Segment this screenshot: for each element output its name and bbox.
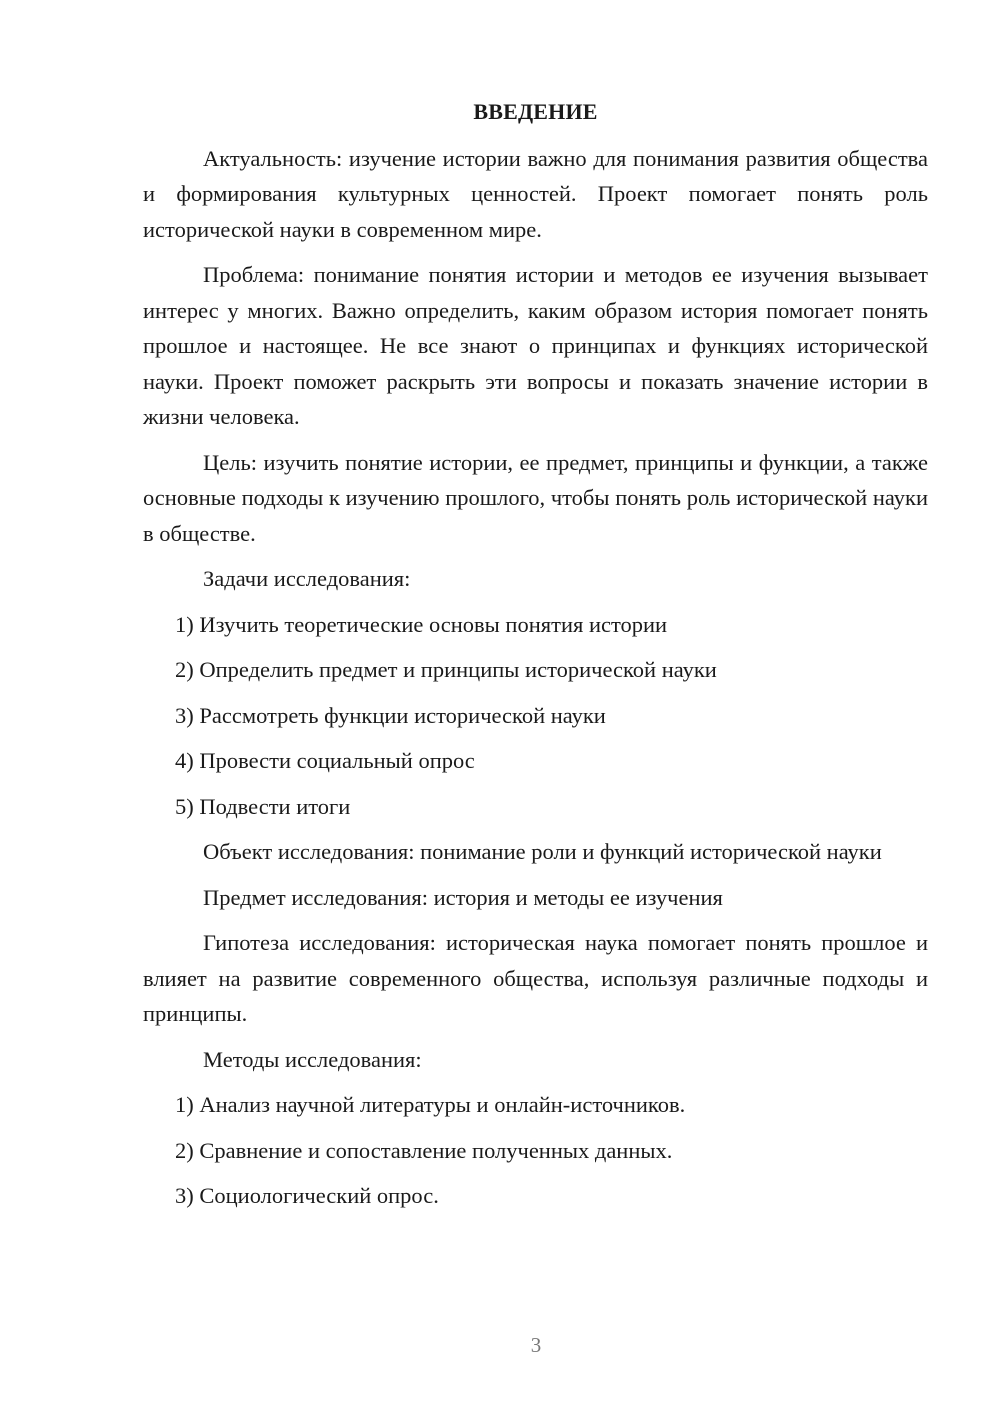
tasks-list — [143, 607, 928, 825]
list-item: 5) Подвести итоги — [175, 793, 351, 819]
list-item: 3) Рассмотреть функции исторической науки — [175, 702, 606, 728]
list-item: 2) Сравнение и сопоставление полученных данных. — [175, 1137, 673, 1163]
list-item: 1) Изучить теоретические основы понятия истории — [175, 611, 668, 637]
list-item: 1) Анализ научной литературы и онлайн-источников. — [175, 1092, 686, 1117]
object-paragraph: Объект исследования: понимание роли и функций исторической науки — [203, 839, 882, 864]
page-title: ВВЕДЕНИЕ — [473, 99, 598, 124]
list-item: 3) Социологический опрос. — [175, 1183, 439, 1208]
relevance-paragraph: Актуальность: изучение истории важно для понимания развития общества и формирования культурных ценностей. Проект помогает понять роль исторической науки в современном мире. — [143, 145, 928, 242]
subject-paragraph: Предмет исследования: история и методы ее изучения — [203, 884, 723, 910]
methods-list — [143, 1087, 928, 1214]
methods-heading: Методы исследования: — [203, 1046, 422, 1072]
tasks-heading: Задачи исследования: — [203, 566, 411, 591]
page-content — [143, 94, 928, 1224]
goal-paragraph: Цель: изучить понятие истории, ее предмет, принципы и функции, а также основные подходы к изучению прошлого, чтобы понять роль исторической науки в обществе. — [143, 449, 928, 546]
list-item: 2) Определить предмет и принципы исторической науки — [175, 657, 717, 682]
list-item: 4) Провести социальный опрос — [175, 748, 475, 773]
page-number: 3 — [530, 1333, 542, 1357]
hypothesis-paragraph: Гипотеза исследования: историческая наука помогает понять прошлое и влияет на развитие современного общества, используя различные подходы и принципы. — [143, 930, 928, 1026]
problem-paragraph: Проблема: понимание понятия истории и методов ее изучения вызывает интерес у многих. Важно определить, каким образом история помогает понять прошлое и настоящее. Не все знают о принципах и функциях исторической науки. Проект поможет раскрыть эти вопросы и показать значение истории в жизни человека. — [143, 262, 928, 429]
